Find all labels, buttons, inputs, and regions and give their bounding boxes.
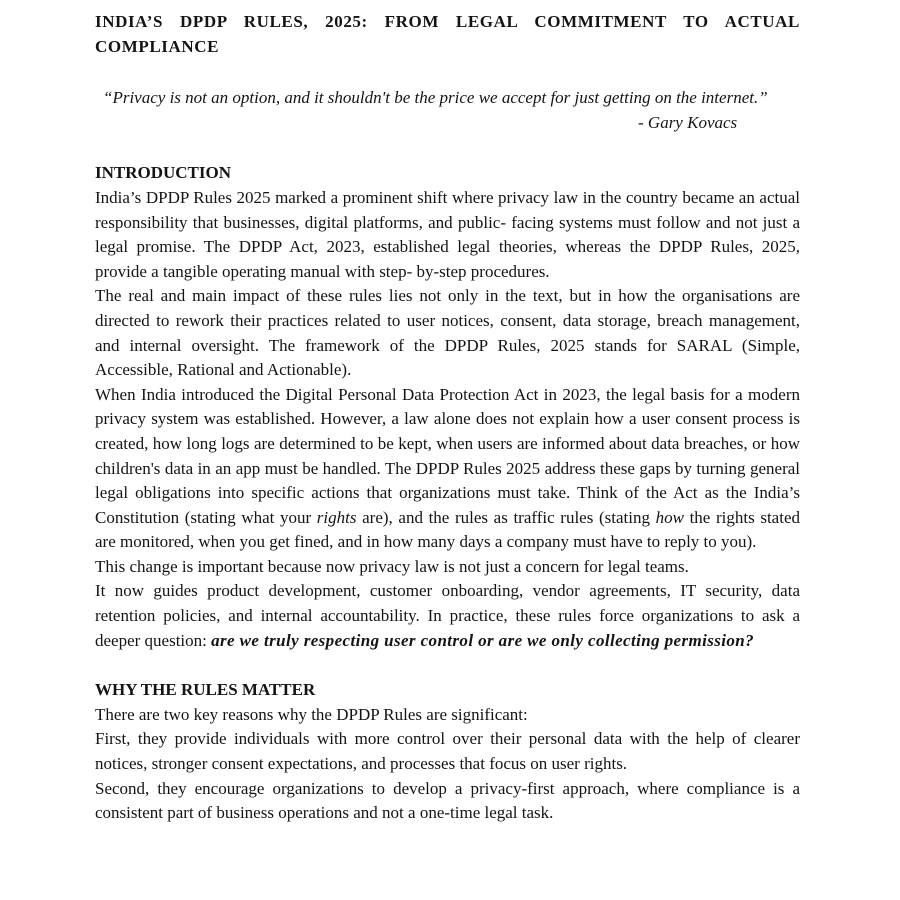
paragraph-3-text-b: are), and the rules as traffic rules (stating bbox=[356, 507, 656, 527]
how-emphasis: how bbox=[655, 507, 684, 527]
paragraph-3-text-a: When India introduced the Digital Personal Data Protection Act in 2023, the legal basis for a modern privacy system was established. However, a law alone does not explain how a user consent process is created, how long logs are determined to be kept, when users are informed about data breaches, or how children's data in an app must be handled. The DPDP Rules 2025 address these gaps by turning general legal obligations into specific actions that organizations must take. Think of the Act as the India’s Constitution (stating what your bbox=[95, 384, 800, 527]
rights-emphasis: rights bbox=[316, 507, 357, 527]
epigraph-quote: “Privacy is not an option, and it shouldn't be the price we accept for just getting on the internet.” bbox=[103, 88, 768, 108]
paragraph-3-text-c: the rights stated are monitored, when you get fined, and in how many days a company must have to reply to you). bbox=[95, 507, 800, 552]
key-question: are we truly respecting user control or are we only collecting permission? bbox=[211, 630, 755, 650]
why-paragraph-1: There are two key reasons why the DPDP Rules are significant: bbox=[95, 704, 528, 724]
introduction-paragraph-3 bbox=[95, 383, 800, 555]
introduction-paragraph-4: This change is important because now privacy law is not just a concern for legal teams. bbox=[95, 556, 689, 576]
why-paragraph-2: First, they provide individuals with more control over their personal data with the help of clearer notices, stronger consent expectations, and processes that focus on user rights. bbox=[95, 729, 800, 774]
introduction-paragraph-2: The real and main impact of these rules lies not only in the text, but in how the organisations are directed to rework their practices related to user notices, consent, data storage, breach management, and internal oversight. The framework of the DPDP Rules, 2025 stands for SARAL (Simple, Accessible, Rational and Actionable). bbox=[95, 286, 800, 380]
epigraph-attribution: - Gary Kovacs bbox=[638, 112, 738, 132]
document-title: INDIA’S DPDP RULES, 2025: FROM LEGAL COMMITMENT TO ACTUAL COMPLIANCE bbox=[95, 12, 800, 56]
document-page bbox=[95, 10, 800, 826]
why-rules-matter-heading: WHY THE RULES MATTER bbox=[95, 680, 316, 700]
paragraph-5-text: It now guides product development, customer onboarding, vendor agreements, IT security, data retention policies, and internal accountability. In practice, these rules force organizations to ask a deeper question: bbox=[95, 581, 800, 650]
introduction-paragraph-1: India’s DPDP Rules 2025 marked a prominent shift where privacy law in the country became an actual responsibility that businesses, digital platforms, and public- facing systems must follow and not just a legal promise. The DPDP Act, 2023, established legal theories, whereas the DPDP Rules, 2025, provide a tangible operating manual with step- by-step procedures. bbox=[95, 187, 800, 281]
introduction-paragraph-5 bbox=[95, 579, 800, 653]
why-paragraph-3: Second, they encourage organizations to develop a privacy-first approach, where compliance is a consistent part of business operations and not a one-time legal task. bbox=[95, 778, 800, 823]
introduction-heading: INTRODUCTION bbox=[95, 163, 232, 183]
